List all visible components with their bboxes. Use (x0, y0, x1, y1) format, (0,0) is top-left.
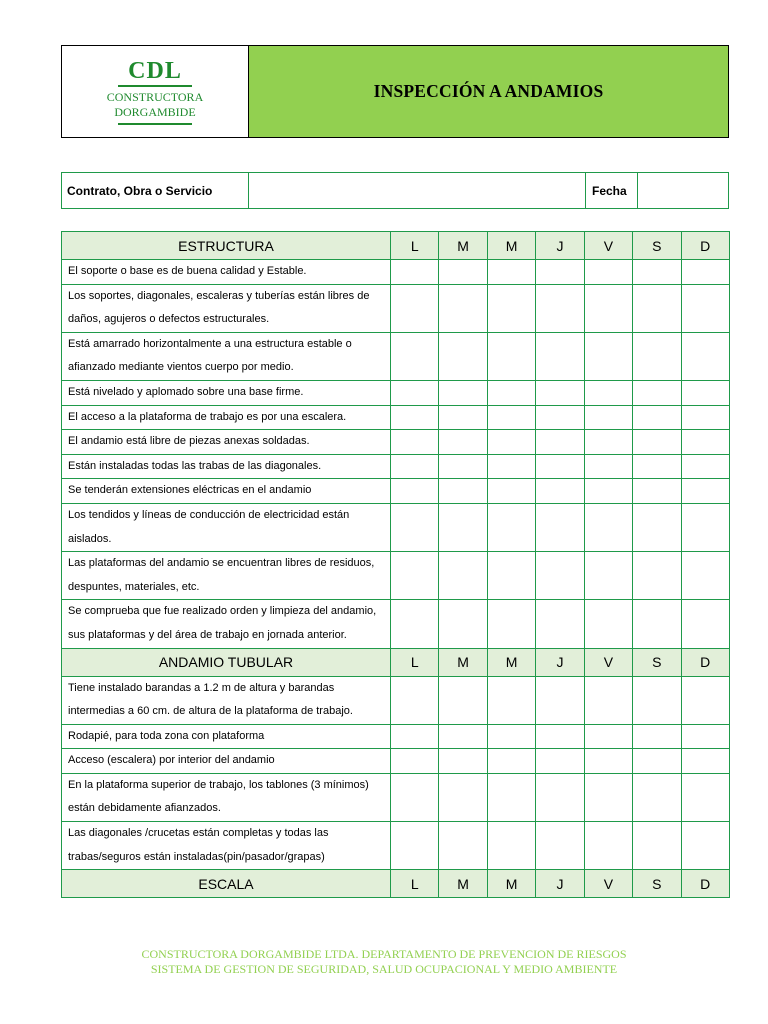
day-header: M (439, 870, 487, 898)
checklist-row (62, 552, 730, 600)
day-check-cell[interactable] (681, 479, 729, 504)
day-check-cell[interactable] (536, 380, 584, 405)
day-check-cell[interactable] (487, 284, 535, 332)
day-check-cell[interactable] (681, 380, 729, 405)
day-check-cell[interactable] (681, 773, 729, 821)
day-check-cell[interactable] (584, 552, 632, 600)
day-check-cell[interactable] (391, 380, 439, 405)
day-check-cell[interactable] (439, 479, 487, 504)
day-header: D (681, 870, 729, 898)
day-check-cell[interactable] (681, 822, 729, 870)
day-check-cell[interactable] (439, 552, 487, 600)
day-check-cell[interactable] (681, 503, 729, 551)
day-check-cell[interactable] (391, 676, 439, 724)
day-check-cell[interactable] (439, 284, 487, 332)
day-check-cell[interactable] (391, 822, 439, 870)
checklist-row (62, 332, 730, 380)
day-check-cell[interactable] (681, 552, 729, 600)
day-check-cell[interactable] (439, 822, 487, 870)
day-check-cell[interactable] (536, 479, 584, 504)
document-title: INSPECCIÓN A ANDAMIOS (373, 81, 604, 101)
checklist-item-cell (62, 284, 391, 332)
day-check-cell[interactable] (633, 380, 681, 405)
day-check-cell[interactable] (536, 430, 584, 455)
checklist-item-text: Las plataformas del andamio se encuentran libres de residuos, despuntes, materiales, etc. (68, 557, 375, 593)
checklist-item-text: Los soportes, diagonales, escaleras y tuberías están libres de daños, agujeros o defectos estructurales. (68, 289, 370, 326)
day-check-cell[interactable] (633, 749, 681, 774)
day-check-cell[interactable] (391, 405, 439, 430)
section-title: ESTRUCTURA (62, 232, 391, 260)
day-check-cell[interactable] (391, 260, 439, 285)
day-check-cell[interactable] (633, 503, 681, 551)
day-check-cell[interactable] (536, 332, 584, 380)
company-logo (62, 46, 249, 137)
checklist-row (62, 284, 730, 332)
day-check-cell[interactable] (584, 454, 632, 479)
section-header (62, 648, 730, 676)
day-check-cell[interactable] (633, 552, 681, 600)
day-check-cell[interactable] (487, 503, 535, 551)
checklist-row (62, 405, 730, 430)
day-check-cell[interactable] (391, 454, 439, 479)
checklist-row (62, 676, 730, 724)
footer-line2: SISTEMA DE GESTION DE SEGURIDAD, SALUD OCUPACIONAL Y MEDIO AMBIENTE (150, 962, 618, 976)
checklist-item-text: Rodapié, para toda zona con plataforma (68, 729, 265, 742)
checklist-item-text: Se comprueba que fue realizado orden y limpieza del andamio, sus plataformas y del área de trabajo en jornada anterior. (68, 605, 377, 641)
day-check-cell[interactable] (633, 284, 681, 332)
day-check-cell[interactable] (487, 260, 535, 285)
day-check-cell[interactable] (633, 260, 681, 285)
logo-rule-bottom (118, 123, 192, 125)
date-label: Fecha (586, 173, 638, 208)
day-check-cell[interactable] (681, 405, 729, 430)
day-check-cell[interactable] (536, 454, 584, 479)
day-check-cell[interactable] (633, 600, 681, 648)
day-check-cell[interactable] (439, 600, 487, 648)
day-check-cell[interactable] (633, 773, 681, 821)
logo-company-line2: DORGAMBIDE (114, 104, 196, 119)
day-check-cell[interactable] (487, 479, 535, 504)
day-header: V (584, 648, 632, 676)
day-check-cell[interactable] (391, 600, 439, 648)
day-check-cell[interactable] (633, 332, 681, 380)
day-check-cell[interactable] (681, 260, 729, 285)
checklist-item-cell (62, 332, 391, 380)
day-check-cell[interactable] (487, 773, 535, 821)
day-check-cell[interactable] (439, 430, 487, 455)
section-title: ANDAMIO TUBULAR (62, 648, 391, 676)
day-check-cell[interactable] (487, 332, 535, 380)
day-check-cell[interactable] (536, 260, 584, 285)
section-header (62, 870, 730, 898)
section-title: ESCALA (62, 870, 391, 898)
day-check-cell[interactable] (487, 749, 535, 774)
document-footer (0, 947, 768, 977)
day-check-cell[interactable] (681, 454, 729, 479)
day-check-cell[interactable] (487, 552, 535, 600)
checklist-row (62, 503, 730, 551)
day-header: D (681, 232, 729, 260)
checklist-item-text: Las diagonales /crucetas están completas y todas las trabas/seguros están instaladas(pin/pasador/grapas) (68, 827, 329, 863)
day-header: L (391, 232, 439, 260)
checklist-item-cell (62, 260, 391, 285)
day-check-cell[interactable] (536, 600, 584, 648)
day-check-cell[interactable] (439, 724, 487, 749)
day-header: M (439, 232, 487, 260)
day-check-cell[interactable] (584, 260, 632, 285)
day-check-cell[interactable] (633, 479, 681, 504)
checklist-item-text: Los tendidos y líneas de conducción de electricidad están aislados. (68, 508, 350, 545)
day-check-cell[interactable] (487, 676, 535, 724)
day-check-cell[interactable] (584, 749, 632, 774)
day-check-cell[interactable] (439, 454, 487, 479)
document-header (61, 45, 729, 138)
checklist-item-cell (62, 773, 391, 821)
day-check-cell[interactable] (633, 430, 681, 455)
day-check-cell[interactable] (391, 430, 439, 455)
day-check-cell[interactable] (681, 284, 729, 332)
contract-label: Contrato, Obra o Servicio (62, 173, 249, 208)
checklist-item-text: Tiene instalado barandas a 1.2 m de altura y barandas intermedias a 60 cm. de altura de la plataforma de trabajo. (68, 681, 353, 718)
checklist-item-cell (62, 503, 391, 551)
day-check-cell[interactable] (391, 284, 439, 332)
checklist-item-text: Están instaladas todas las trabas de las diagonales. (68, 459, 322, 472)
day-check-cell[interactable] (584, 503, 632, 551)
day-header: M (487, 648, 535, 676)
day-check-cell[interactable] (536, 676, 584, 724)
day-check-cell[interactable] (536, 284, 584, 332)
day-header: M (487, 870, 535, 898)
day-check-cell[interactable] (584, 380, 632, 405)
day-check-cell[interactable] (487, 430, 535, 455)
day-check-cell[interactable] (536, 749, 584, 774)
day-check-cell[interactable] (439, 749, 487, 774)
day-check-cell[interactable] (681, 332, 729, 380)
checklist-row (62, 260, 730, 285)
contract-row (61, 172, 729, 209)
day-check-cell[interactable] (584, 405, 632, 430)
day-header: D (681, 648, 729, 676)
day-check-cell[interactable] (584, 332, 632, 380)
day-check-cell[interactable] (487, 405, 535, 430)
day-check-cell[interactable] (536, 724, 584, 749)
checklist-row (62, 724, 730, 749)
checklist-item-cell (62, 822, 391, 870)
logo-company-line1: CONSTRUCTORA (106, 89, 204, 104)
day-check-cell[interactable] (487, 454, 535, 479)
day-check-cell[interactable] (391, 503, 439, 551)
section-header (62, 232, 730, 260)
day-check-cell[interactable] (487, 822, 535, 870)
day-check-cell[interactable] (391, 479, 439, 504)
day-check-cell[interactable] (584, 822, 632, 870)
checklist-item-text: El andamio está libre de piezas anexas soldadas. (68, 435, 310, 448)
day-check-cell[interactable] (391, 749, 439, 774)
day-header: M (439, 648, 487, 676)
day-check-cell[interactable] (681, 724, 729, 749)
day-check-cell[interactable] (536, 552, 584, 600)
day-check-cell[interactable] (681, 676, 729, 724)
checklist-item-cell (62, 600, 391, 648)
day-check-cell[interactable] (391, 724, 439, 749)
day-check-cell[interactable] (584, 284, 632, 332)
day-header: L (391, 870, 439, 898)
checklist-item-cell (62, 552, 391, 600)
day-check-cell[interactable] (681, 430, 729, 455)
day-header: J (536, 870, 584, 898)
day-header: L (391, 648, 439, 676)
day-check-cell[interactable] (391, 552, 439, 600)
checklist-item-text: Está nivelado y aplomado sobre una base firme. (68, 385, 304, 398)
day-check-cell[interactable] (487, 380, 535, 405)
day-check-cell[interactable] (536, 405, 584, 430)
day-check-cell[interactable] (584, 676, 632, 724)
checklist-item-text: Se tenderán extensiones eléctricas en el andamio (68, 484, 312, 497)
day-header: V (584, 870, 632, 898)
day-check-cell[interactable] (633, 454, 681, 479)
title-cell (249, 46, 728, 137)
checklist-row (62, 380, 730, 405)
checklist-row (62, 430, 730, 455)
day-check-cell[interactable] (439, 380, 487, 405)
day-check-cell[interactable] (536, 503, 584, 551)
checklist-item-cell (62, 454, 391, 479)
day-check-cell[interactable] (439, 332, 487, 380)
checklist-item-text: El soporte o base es de buena calidad y Estable. (68, 265, 307, 277)
date-field[interactable] (638, 173, 728, 208)
day-check-cell[interactable] (584, 600, 632, 648)
day-check-cell[interactable] (391, 332, 439, 380)
checklist-item-cell (62, 380, 391, 405)
checklist-item-text: Está amarrado horizontalmente a una estructura estable o afianzado mediante vientos cuerpo por medio. (68, 337, 352, 374)
checklist-item-text: Acceso (escalera) por interior del andamio (68, 754, 275, 767)
day-check-cell[interactable] (391, 773, 439, 821)
checklist-item-text: El acceso a la plataforma de trabajo es por una escalera. (68, 410, 347, 423)
day-check-cell[interactable] (681, 749, 729, 774)
day-check-cell[interactable] (439, 503, 487, 551)
day-check-cell[interactable] (681, 600, 729, 648)
day-header: J (536, 232, 584, 260)
day-check-cell[interactable] (536, 822, 584, 870)
footer-line1: CONSTRUCTORA DORGAMBIDE LTDA. DEPARTAMENTO DE PREVENCION DE RIESGOS (141, 947, 627, 961)
day-header: S (633, 232, 681, 260)
checklist-item-cell (62, 479, 391, 504)
day-check-cell[interactable] (439, 676, 487, 724)
logo-rule-top (118, 85, 192, 87)
checklist-item-cell (62, 405, 391, 430)
checklist-row (62, 822, 730, 870)
day-header: V (584, 232, 632, 260)
day-header: M (487, 232, 535, 260)
logo-cdl-text: CDL (128, 57, 182, 84)
checklist-item-text: En la plataforma superior de trabajo, los tablones (3 mínimos) están debidamente afianzados. (68, 778, 369, 815)
checklist-row (62, 749, 730, 774)
day-check-cell[interactable] (487, 724, 535, 749)
day-header: S (633, 870, 681, 898)
day-check-cell[interactable] (439, 405, 487, 430)
checklist-item-cell (62, 430, 391, 455)
checklist-row (62, 479, 730, 504)
day-check-cell[interactable] (633, 405, 681, 430)
day-check-cell[interactable] (584, 479, 632, 504)
day-check-cell[interactable] (439, 260, 487, 285)
day-check-cell[interactable] (633, 724, 681, 749)
day-check-cell[interactable] (584, 724, 632, 749)
day-check-cell[interactable] (633, 676, 681, 724)
day-check-cell[interactable] (439, 773, 487, 821)
contract-field[interactable] (249, 173, 586, 208)
day-check-cell[interactable] (536, 773, 584, 821)
checklist-item-cell (62, 724, 391, 749)
day-check-cell[interactable] (584, 430, 632, 455)
day-check-cell[interactable] (633, 822, 681, 870)
checklist-item-cell (62, 749, 391, 774)
day-check-cell[interactable] (487, 600, 535, 648)
day-check-cell[interactable] (584, 773, 632, 821)
day-header: J (536, 648, 584, 676)
inspection-table (61, 231, 730, 898)
checklist-row (62, 600, 730, 648)
checklist-item-cell (62, 676, 391, 724)
checklist-row (62, 454, 730, 479)
checklist-row (62, 773, 730, 821)
day-header: S (633, 648, 681, 676)
